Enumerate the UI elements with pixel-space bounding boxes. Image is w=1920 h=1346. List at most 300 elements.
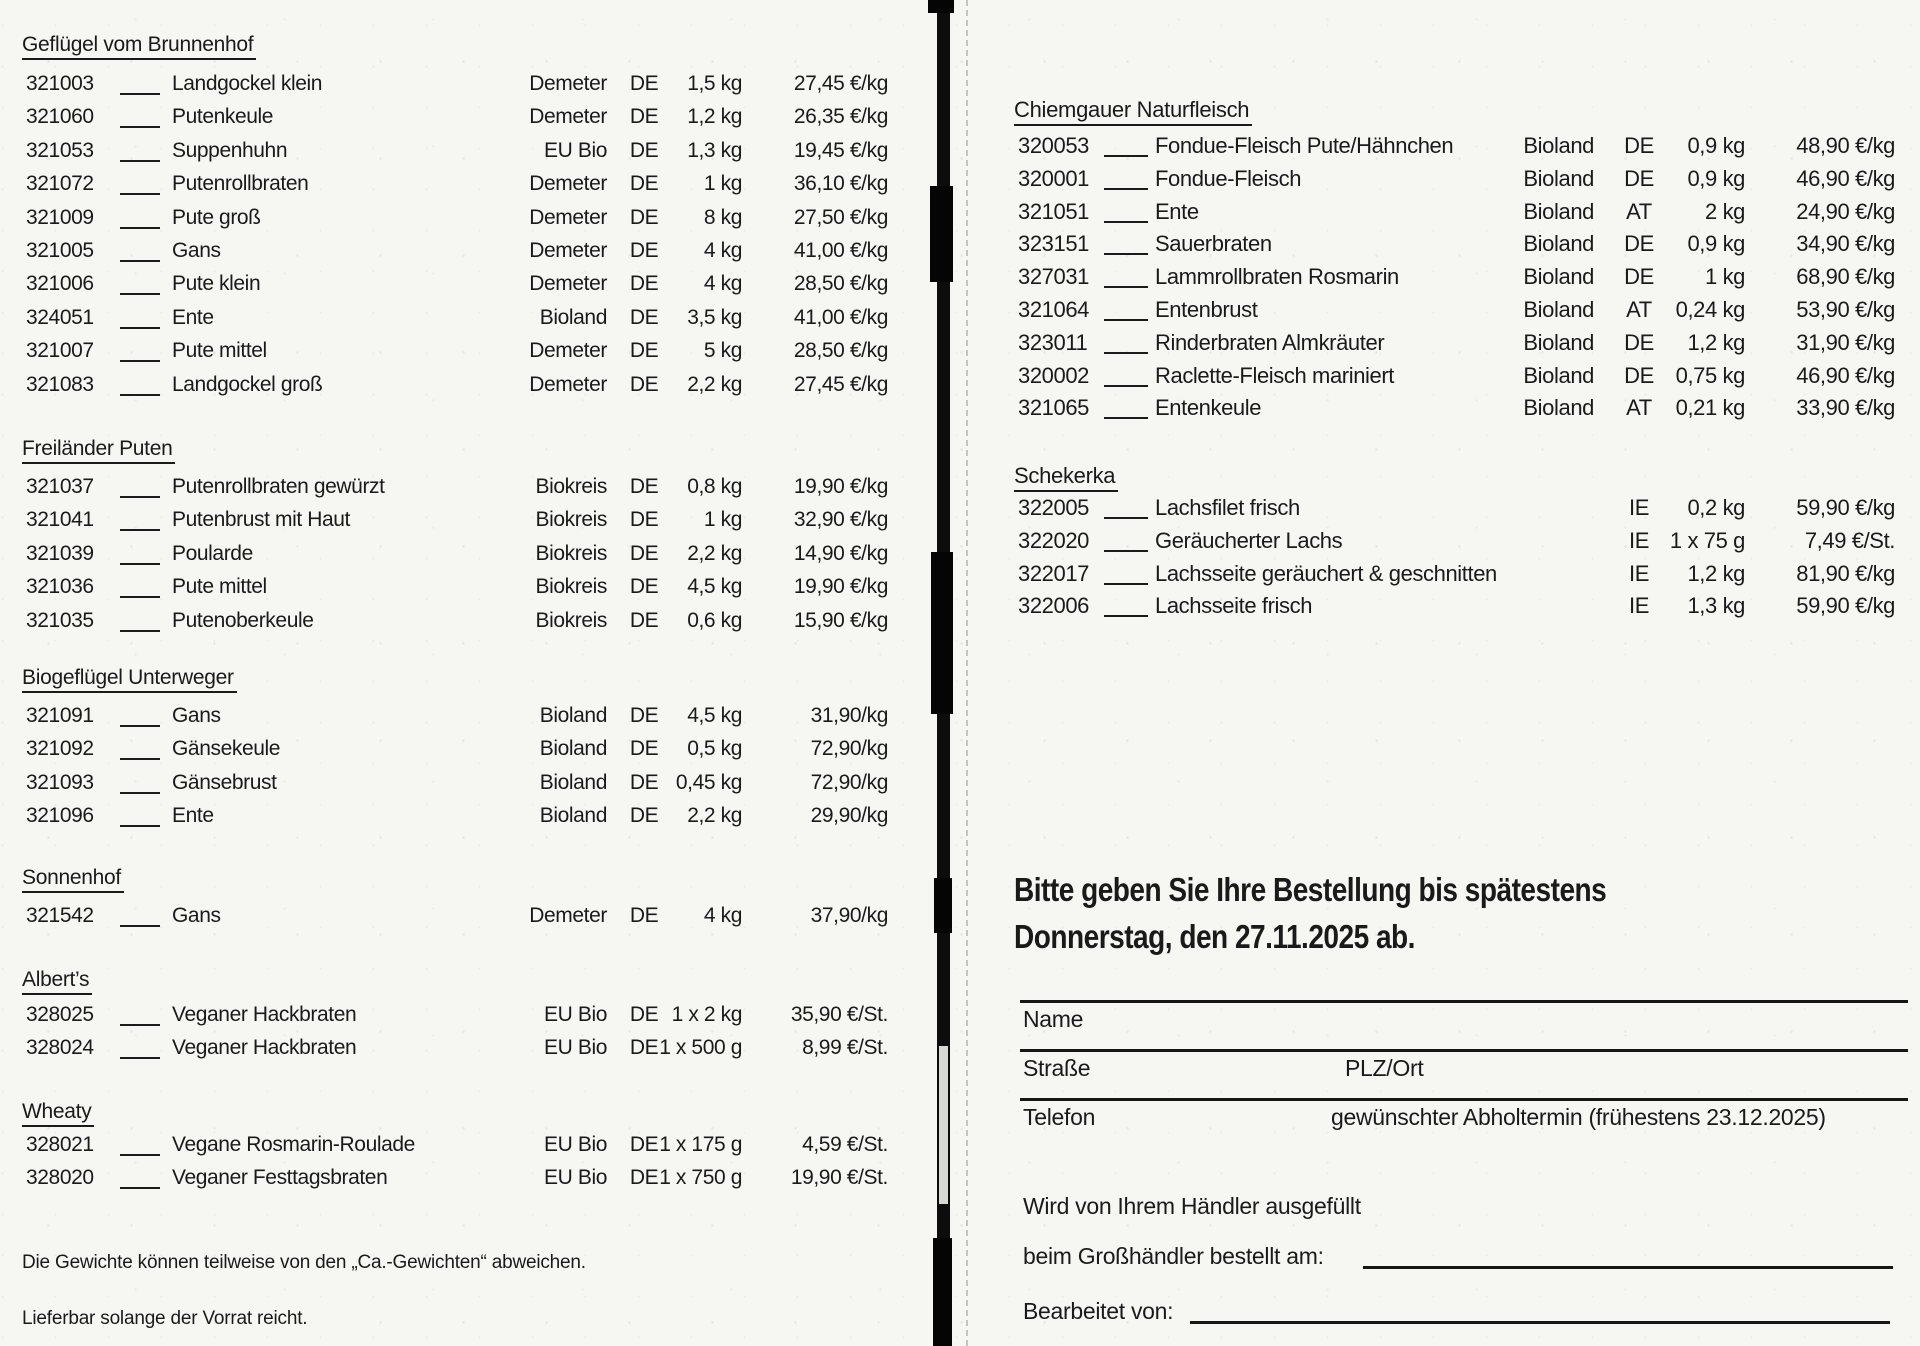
product-row [22,1161,890,1194]
scan-artifact [931,552,953,714]
product-price: 32,90 €/kg [793,508,888,532]
product-row [22,334,890,367]
product-name: Gänsebrust [172,770,277,794]
qty-blank[interactable] [120,139,160,162]
product-weight: 1 x 750 g [659,1166,742,1190]
origin-country: DE [629,1133,659,1156]
product-label: Demeter [529,238,607,262]
product-code: 328020 [26,1166,94,1190]
product-weight: 1 kg [703,172,742,196]
product-row [22,799,890,832]
product-weight: 1,3 kg [1687,593,1745,619]
product-name: Entenbrust [1155,296,1258,322]
product-price: 59,90 €/kg [1796,495,1895,520]
name-label: Name [1023,1006,1084,1032]
product-price: 41,00 €/kg [793,305,888,329]
qty-blank[interactable] [120,272,160,295]
product-code: 322020 [1018,527,1090,553]
qty-blank[interactable] [1104,562,1148,585]
product-row [1014,590,1909,623]
product-label: Demeter [529,372,607,396]
product-name: Putenoberkeule [172,608,314,632]
product-weight: 0,24 kg [1675,296,1745,322]
product-name: Rinderbraten Almkräuter [1155,329,1385,355]
product-code: 321039 [26,541,94,565]
origin-country: DE [629,608,659,632]
order-deadline-line2: Donnerstag, den 27.11.2025 ab. [1014,918,1415,955]
product-weight: 0,21 kg [1675,395,1745,421]
product-code: 322005 [1018,495,1090,520]
section-rows [22,470,890,637]
processed-by-label: Bearbeitet von: [1023,1298,1174,1324]
product-label: Bioland [1523,231,1594,257]
origin-country: DE [629,305,659,329]
product-name: Landgockel klein [172,72,323,95]
scan-artifact [930,186,953,282]
qty-blank[interactable] [120,1036,160,1059]
qty-blank[interactable] [120,609,160,632]
product-label: Biokreis [535,575,607,599]
product-row [1014,492,1909,525]
scan-artifact [933,1238,952,1346]
product-price: 34,90 €/kg [1796,231,1895,257]
section-rows [22,899,890,932]
origin-country: DE [629,1166,659,1190]
street-write-line[interactable] [1020,1049,1908,1052]
availability-note: Lieferbar solange der Vorrat reicht. [22,1308,308,1329]
product-code: 321053 [26,138,94,162]
qty-blank[interactable] [120,1003,160,1026]
product-name: Lachsseite frisch [1155,593,1313,619]
product-row [22,67,890,100]
product-price: 19,45 €/kg [793,138,888,162]
qty-blank[interactable] [1104,364,1148,387]
product-code: 320053 [1018,133,1090,158]
product-weight: 2,2 kg [687,804,742,828]
product-row [1014,558,1909,591]
product-price: 4,59 €/St. [802,1133,888,1156]
ordered-at-label: beim Großhändler bestellt am: [1023,1243,1324,1269]
origin-country: DE [629,172,659,196]
scan-artifact [934,878,952,933]
product-price: 81,90 €/kg [1796,560,1895,586]
origin-country: IE [1629,593,1649,619]
qty-blank[interactable] [1104,200,1148,223]
section-title: Wheaty [22,1100,94,1127]
origin-country: IE [1629,560,1649,586]
product-weight: 4,5 kg [687,575,742,599]
product-name: Lachsseite geräuchert & geschnitten [1155,560,1497,586]
product-label: Demeter [529,339,607,363]
product-name: Ente [172,305,214,329]
product-weight: 1 x 175 g [659,1133,742,1156]
product-label: EU Bio [544,138,607,162]
origin-country: DE [629,770,659,794]
product-weight: 0,9 kg [1687,231,1745,257]
product-code: 321065 [1018,395,1090,421]
product-row [22,699,890,732]
product-price: 27,45 €/kg [793,72,888,95]
section-title: Sonnenhof [22,866,124,893]
product-price: 37,90/kg [810,904,888,927]
origin-country: DE [629,72,659,95]
qty-blank[interactable] [1104,529,1148,552]
product-weight: 1,2 kg [687,105,742,129]
product-label: Bioland [1523,395,1594,421]
product-row [1014,196,1909,229]
qty-blank[interactable] [120,771,160,794]
product-name: Lammrollbraten Rosmarin [1155,264,1399,290]
product-price: 7,49 €/St. [1804,527,1895,553]
product-weight: 4,5 kg [687,704,742,727]
product-row [1014,525,1909,558]
product-code: 328024 [26,1036,94,1060]
scan-edge-line [966,0,968,1346]
plz-ort-label: PLZ/Ort [1345,1055,1424,1081]
product-label: Bioland [1523,198,1594,224]
order-deadline-notice [1014,866,1606,960]
product-price: 28,50 €/kg [793,272,888,296]
product-code: 321542 [26,904,94,927]
product-name: Ente [1155,198,1199,224]
product-weight: 1 kg [1705,264,1745,290]
product-price: 19,90 €/kg [793,575,888,599]
product-code: 322017 [1018,560,1090,586]
product-label: Demeter [529,105,607,129]
product-row [22,234,890,267]
product-price: 72,90/kg [810,770,888,794]
product-row [1014,130,1909,163]
scan-artifact [939,1046,948,1204]
product-label: Bioland [1523,264,1594,290]
qty-blank[interactable] [120,804,160,827]
origin-country: DE [629,804,659,828]
product-price: 24,90 €/kg [1796,198,1895,224]
origin-country: DE [629,1036,659,1060]
product-price: 36,10 €/kg [793,172,888,196]
origin-country: DE [1624,133,1654,158]
product-name: Fondue-Fleisch [1155,165,1302,191]
processed-by-write-line[interactable] [1190,1321,1890,1324]
dealer-note: Wird von Ihrem Händler ausgefüllt [1023,1193,1361,1219]
product-weight: 4 kg [703,272,742,296]
section-rows [22,67,890,401]
product-price: 19,90 €/kg [793,475,888,498]
product-price: 29,90/kg [810,804,888,828]
product-weight: 1,3 kg [687,138,742,162]
product-name: Entenkeule [1155,395,1262,421]
qty-blank[interactable] [120,373,160,396]
product-weight: 2,2 kg [687,541,742,565]
product-weight: 1 x 2 kg [671,1003,742,1026]
product-price: 41,00 €/kg [793,238,888,262]
product-label: Bioland [1523,329,1594,355]
product-row [22,301,890,334]
product-code: 327031 [1018,264,1090,290]
product-label: Bioland [539,804,607,828]
origin-country: DE [629,372,659,396]
product-name: Landgockel groß [172,372,323,396]
product-label: Bioland [1523,165,1594,191]
product-label: Bioland [539,770,607,794]
origin-country: DE [629,475,659,498]
origin-country: DE [629,508,659,532]
origin-country: DE [629,737,659,761]
product-code: 321035 [26,608,94,632]
product-weight: 1,5 kg [687,72,742,95]
product-price: 27,45 €/kg [793,372,888,396]
product-code: 321005 [26,238,94,262]
product-price: 28,50 €/kg [793,339,888,363]
qty-blank[interactable] [1104,265,1148,288]
product-price: 31,90 €/kg [1796,329,1895,355]
section-title: Biogeflügel Unterweger [22,666,237,693]
product-code: 328025 [26,1003,94,1026]
product-label: Bioland [539,737,607,761]
product-price: 48,90 €/kg [1796,133,1895,158]
qty-blank[interactable] [120,206,160,229]
product-row [22,604,890,637]
ordered-at-write-line[interactable] [1363,1266,1893,1269]
qty-blank[interactable] [120,72,160,95]
product-name: Vegane Rosmarin-Roulade [172,1133,415,1156]
origin-country: IE [1629,527,1649,553]
section-rows [22,1128,890,1195]
origin-country: DE [629,339,659,363]
product-name: Putenrollbraten [172,172,309,196]
product-code: 321064 [1018,296,1090,322]
product-weight: 2 kg [1705,198,1745,224]
product-price: 59,90 €/kg [1796,593,1895,619]
product-weight: 0,9 kg [1687,165,1745,191]
product-code: 328021 [26,1133,94,1156]
product-weight: 8 kg [703,205,742,229]
product-row [22,267,890,300]
product-name: Suppenhuhn [172,138,288,162]
product-weight: 0,2 kg [1687,495,1745,520]
product-price: 26,35 €/kg [793,105,888,129]
section-rows [1014,130,1909,425]
product-price: 14,90 €/kg [793,541,888,565]
product-label: Biokreis [535,508,607,532]
product-weight: 1,2 kg [1687,560,1745,586]
section-title: Chiemgauer Naturfleisch [1014,97,1252,126]
product-code: 321072 [26,172,94,196]
product-weight: 0,45 kg [675,770,742,794]
origin-country: DE [1624,264,1654,290]
origin-country: AT [1626,296,1652,322]
qty-blank[interactable] [120,542,160,565]
product-weight: 1 x 500 g [659,1036,742,1060]
product-label: Bioland [539,704,607,727]
product-label: EU Bio [544,1003,607,1026]
phone-write-line[interactable] [1020,1098,1908,1101]
product-name: Ente [172,804,214,828]
product-label: Demeter [529,272,607,296]
qty-blank[interactable] [1104,167,1148,190]
product-row [22,1031,890,1064]
product-row [22,537,890,570]
origin-country: DE [1624,362,1654,388]
product-name: Fondue-Fleisch Pute/Hähnchen [1155,133,1454,158]
qty-blank[interactable] [1104,594,1148,617]
product-name: Putenrollbraten gewürzt [172,475,385,498]
product-code: 321092 [26,737,94,761]
qty-blank[interactable] [120,105,160,128]
origin-country: DE [629,205,659,229]
qty-blank[interactable] [120,172,160,195]
qty-blank[interactable] [1104,496,1148,519]
product-row [1014,294,1909,327]
section-title: Schekerka [1014,463,1118,492]
product-price: 19,90 €/St. [790,1166,888,1190]
qty-blank[interactable] [120,704,160,727]
product-label: Demeter [529,172,607,196]
product-weight: 4 kg [703,904,742,927]
qty-blank[interactable] [1104,331,1148,354]
product-code: 321037 [26,475,94,498]
product-price: 15,90 €/kg [793,608,888,632]
order-deadline-line1: Bitte geben Sie Ihre Bestellung bis spätestens [1014,871,1607,908]
product-row [1014,360,1909,393]
product-code: 320001 [1018,165,1090,191]
product-weight: 0,9 kg [1687,133,1745,158]
product-row [22,100,890,133]
product-name: Gänsekeule [172,737,281,761]
product-price: 33,90 €/kg [1796,395,1895,421]
product-row [22,503,890,536]
product-weight: 0,8 kg [687,475,742,498]
product-code: 321091 [26,704,94,727]
qty-blank[interactable] [1104,298,1148,321]
product-name: Pute mittel [172,339,267,363]
product-code: 321093 [26,770,94,794]
product-name: Veganer Festtagsbraten [172,1166,388,1190]
product-code: 321083 [26,372,94,396]
product-row [22,1128,890,1161]
scan-artifact [928,0,954,13]
product-row [22,732,890,765]
product-name: Raclette-Fleisch mariniert [1155,362,1395,388]
product-name: Gans [172,704,221,727]
product-code: 324051 [26,305,94,329]
qty-blank[interactable] [1104,396,1148,419]
origin-country: DE [1624,329,1654,355]
product-label: EU Bio [544,1133,607,1156]
product-row [22,570,890,603]
product-row [1014,163,1909,196]
product-code: 321060 [26,105,94,129]
product-name: Lachsfilet frisch [1155,495,1300,520]
origin-country: DE [629,904,659,927]
origin-country: IE [1629,495,1649,520]
product-name: Putenkeule [172,105,274,129]
qty-blank[interactable] [120,904,160,927]
product-row [1014,228,1909,261]
phone-label: Telefon [1023,1104,1096,1130]
qty-blank[interactable] [120,1133,160,1156]
product-row [1014,327,1909,360]
product-row [22,368,890,401]
product-price: 27,50 €/kg [793,205,888,229]
product-code: 320002 [1018,362,1090,388]
qty-blank[interactable] [120,508,160,531]
product-label: Bioland [539,305,607,329]
product-label: Demeter [529,72,607,95]
section-title: Geflügel vom Brunnenhof [22,33,256,60]
product-row [22,201,890,234]
product-row [22,899,890,932]
section-rows [22,998,890,1065]
product-price: 8,99 €/St. [802,1036,888,1060]
product-weight: 0,6 kg [687,608,742,632]
product-name: Gans [172,238,221,262]
product-name: Pute mittel [172,575,267,599]
product-label: Bioland [1523,362,1594,388]
origin-country: DE [629,1003,659,1026]
product-weight: 1 x 75 g [1669,527,1745,553]
product-price: 46,90 €/kg [1796,165,1895,191]
product-name: Gans [172,904,221,927]
product-name: Putenbrust mit Haut [172,508,350,532]
section-title: Albert’s [22,968,92,995]
qty-blank[interactable] [120,1166,160,1189]
product-weight: 2,2 kg [687,372,742,396]
product-row [22,766,890,799]
product-label: Bioland [1523,133,1594,158]
qty-blank[interactable] [120,575,160,598]
product-price: 72,90/kg [810,737,888,761]
qty-blank[interactable] [1104,134,1148,157]
product-label: Bioland [1523,296,1594,322]
product-row [1014,261,1909,294]
origin-country: DE [629,575,659,599]
product-row [22,470,890,503]
origin-country: DE [1624,165,1654,191]
product-code: 323011 [1018,329,1088,355]
product-label: EU Bio [544,1036,607,1060]
product-name: Poularde [172,541,253,565]
qty-blank[interactable] [1104,232,1148,255]
product-row [22,134,890,167]
pickup-date-label: gewünschter Abholtermin (frühestens 23.12.2025) [1331,1104,1826,1130]
product-code: 321051 [1018,198,1090,224]
origin-country: DE [629,541,659,565]
qty-blank[interactable] [120,475,160,498]
qty-blank[interactable] [120,239,160,262]
name-write-line[interactable] [1020,1000,1908,1003]
product-code: 321006 [26,272,94,296]
product-code: 321036 [26,575,94,599]
product-label: Biokreis [535,608,607,632]
weights-note: Die Gewichte können teilweise von den „Ca.-Gewichten“ abweichen. [22,1252,586,1273]
qty-blank[interactable] [120,306,160,329]
product-code: 321009 [26,205,94,229]
product-weight: 3,5 kg [687,305,742,329]
product-weight: 1,2 kg [1687,329,1745,355]
origin-country: DE [629,238,659,262]
product-weight: 5 kg [703,339,742,363]
origin-country: DE [629,272,659,296]
product-code: 321096 [26,804,94,828]
product-price: 53,90 €/kg [1796,296,1895,322]
qty-blank[interactable] [120,339,160,362]
product-label: EU Bio [544,1166,607,1190]
qty-blank[interactable] [120,737,160,760]
product-code: 321041 [26,508,94,532]
product-price: 46,90 €/kg [1796,362,1895,388]
product-weight: 1 kg [703,508,742,532]
